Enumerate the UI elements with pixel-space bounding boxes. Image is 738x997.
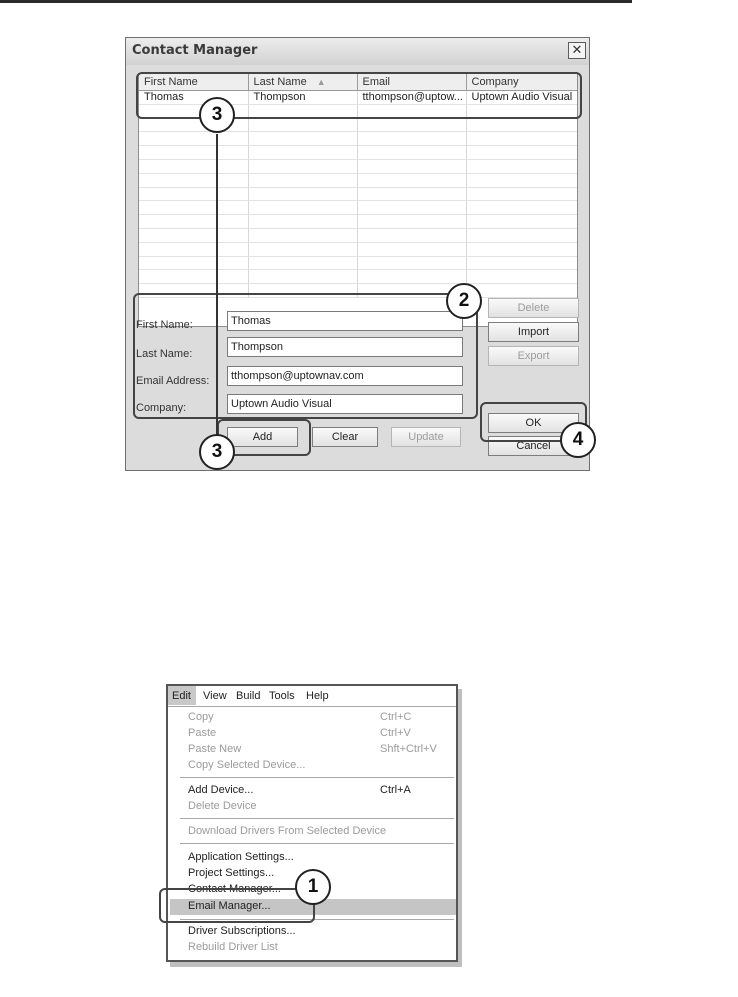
first-name-field[interactable]: Thomas [227, 311, 463, 331]
table-cell-empty [248, 270, 357, 284]
callout-badge-1: 1 [295, 869, 331, 905]
column-header-first-name[interactable]: First Name [139, 74, 248, 91]
menu-item-copy[interactable]: Copy [188, 711, 214, 723]
menubar [168, 686, 456, 707]
table-cell-empty [139, 215, 248, 229]
callout-frame-contact-fields [133, 293, 478, 419]
menu-item-download-drivers[interactable]: Download Drivers From Selected Device [188, 825, 387, 837]
export-button[interactable]: Export [488, 346, 579, 366]
table-cell-empty [357, 118, 466, 132]
cancel-button[interactable]: Cancel [488, 436, 579, 456]
table-row-empty [139, 242, 578, 256]
table-row-empty [139, 173, 578, 187]
first-name-label: First Name: [136, 319, 193, 331]
shortcut-paste-new: Shft+Ctrl+V [380, 743, 437, 755]
update-button[interactable]: Update [391, 427, 461, 447]
table-cell-empty [139, 270, 248, 284]
callout-badge-4: 4 [560, 422, 596, 458]
menu-item-project-settings[interactable]: Project Settings... [188, 867, 275, 879]
table-cell-empty [357, 256, 466, 270]
table-cell-empty [139, 173, 248, 187]
table-cell-empty [357, 270, 466, 284]
table-cell-empty [248, 146, 357, 160]
column-header-last-name[interactable]: Last Name ▲ [248, 74, 357, 91]
table-row-empty [139, 215, 578, 229]
table-cell-empty [466, 256, 578, 270]
table-cell-empty [139, 146, 248, 160]
table-cell-empty [466, 118, 578, 132]
menu-item-paste[interactable]: Paste [188, 727, 217, 739]
table-cell-empty [248, 159, 357, 173]
table-cell-empty [466, 173, 578, 187]
delete-button[interactable]: Delete [488, 298, 579, 318]
table-cell-empty [466, 146, 578, 160]
shortcut-copy: Ctrl+C [380, 711, 412, 723]
menu-item-rebuild-driver-list[interactable]: Rebuild Driver List [188, 941, 278, 953]
table-row-empty [139, 132, 578, 146]
table-cell-empty [357, 242, 466, 256]
menu-item-paste-new[interactable]: Paste New [188, 743, 242, 755]
dialog-title: Contact Manager [132, 43, 258, 58]
table-row-empty [139, 256, 578, 270]
table-cell-empty [139, 132, 248, 146]
callout-badge-2: 2 [446, 283, 482, 319]
table-row-empty [139, 146, 578, 160]
edit-menu-window [166, 684, 458, 962]
table-row-empty [139, 201, 578, 215]
import-button[interactable]: Import [488, 322, 579, 342]
menu-item-copy-selected-device[interactable]: Copy Selected Device... [188, 759, 306, 771]
last-name-label: Last Name: [136, 348, 193, 360]
ok-button[interactable]: OK [488, 413, 579, 433]
table-cell-empty [248, 187, 357, 201]
callout-badge-3-bottom: 3 [199, 434, 235, 470]
page-top-rule [0, 0, 632, 3]
table-row-empty [139, 187, 578, 201]
table-cell-empty [357, 146, 466, 160]
table-cell-empty [357, 173, 466, 187]
menu-item-driver-subscriptions[interactable]: Driver Subscriptions... [188, 925, 296, 937]
callout-badge-3-top: 3 [199, 97, 235, 133]
cell-last-name: Thompson [248, 91, 357, 105]
sort-ascending-icon: ▲ [316, 77, 326, 87]
dialog-titlebar[interactable] [126, 38, 589, 65]
column-header-email[interactable]: Email [357, 74, 466, 91]
table-cell-empty [357, 215, 466, 229]
cell-company: Uptown Audio Visual [466, 91, 578, 105]
table-row-empty [139, 270, 578, 284]
menu-item-contact-manager[interactable]: Contact Manager... [188, 883, 281, 895]
company-field[interactable]: Uptown Audio Visual [227, 394, 463, 414]
table-cell-empty [248, 173, 357, 187]
table-cell-empty [357, 201, 466, 215]
table-cell-empty [466, 159, 578, 173]
table-cell-empty [248, 256, 357, 270]
table-cell-empty [466, 228, 578, 242]
last-name-field[interactable]: Thompson [227, 337, 463, 357]
menu-item-email-manager[interactable]: Email Manager... [188, 900, 271, 912]
close-icon: ✕ [571, 43, 583, 58]
email-address-field[interactable]: tthompson@uptownav.com [227, 366, 463, 386]
menu-tools[interactable]: Tools [269, 690, 295, 702]
cell-email: tthompson@uptow... [357, 91, 466, 105]
table-cell-empty [248, 242, 357, 256]
table-cell-empty [139, 228, 248, 242]
email-address-label: Email Address: [136, 375, 210, 387]
table-cell-empty [466, 187, 578, 201]
menu-separator [180, 777, 454, 778]
table-cell-empty [139, 187, 248, 201]
contact-manager-dialog [125, 37, 590, 471]
table-row-empty [139, 159, 578, 173]
table-cell-empty [139, 201, 248, 215]
menu-item-delete-device[interactable]: Delete Device [188, 800, 257, 812]
table-cell-empty [139, 256, 248, 270]
table-cell-empty [466, 284, 578, 298]
add-button[interactable]: Add [227, 427, 298, 447]
table-cell-empty [466, 132, 578, 146]
table-cell-empty [357, 159, 466, 173]
company-label: Company: [136, 402, 187, 414]
table-cell-empty [357, 187, 466, 201]
callout-frame-contact-manager [159, 888, 315, 923]
clear-button[interactable]: Clear [312, 427, 378, 447]
table-cell-empty [466, 270, 578, 284]
table-cell-empty [357, 228, 466, 242]
table-cell-empty [139, 159, 248, 173]
menu-separator [180, 818, 454, 819]
column-header-company[interactable]: Company [466, 74, 578, 91]
table-cell-empty [248, 132, 357, 146]
menu-help[interactable]: Help [306, 690, 329, 702]
table-cell-empty [466, 201, 578, 215]
menu-edit[interactable]: Edit [168, 686, 196, 705]
shortcut-paste: Ctrl+V [380, 727, 411, 739]
menu-item-application-settings[interactable]: Application Settings... [188, 851, 294, 863]
table-row-empty [139, 228, 578, 242]
menu-build[interactable]: Build [236, 690, 261, 702]
shortcut-add-device: Ctrl+A [380, 784, 411, 796]
table-cell-empty [466, 215, 578, 229]
close-button[interactable] [568, 42, 586, 59]
table-cell-empty [139, 242, 248, 256]
menu-item-add-device[interactable]: Add Device... [188, 784, 254, 796]
table-cell-empty [248, 201, 357, 215]
menu-separator [180, 843, 454, 844]
cell-first-name: Thomas [139, 91, 248, 105]
table-cell-empty [466, 242, 578, 256]
table-cell-empty [248, 118, 357, 132]
table-cell-empty [357, 132, 466, 146]
menu-view[interactable]: View [203, 690, 227, 702]
table-cell-empty [248, 228, 357, 242]
table-cell-empty [248, 215, 357, 229]
